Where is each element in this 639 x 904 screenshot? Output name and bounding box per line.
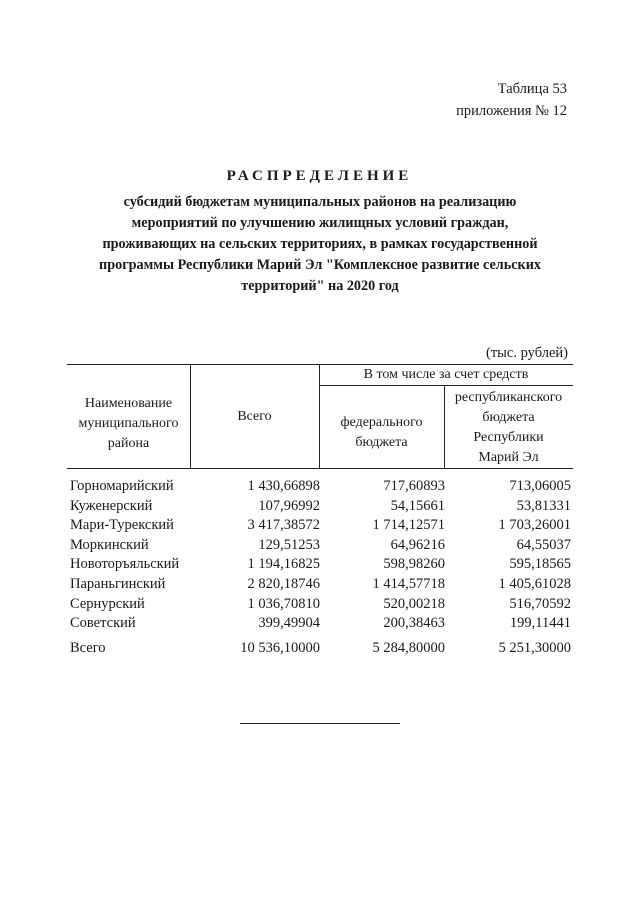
federal-value: 200,38463 xyxy=(383,615,445,632)
republic-value: 64,55037 xyxy=(516,536,571,553)
republic-value: 595,18565 xyxy=(509,556,571,573)
total-value: 10 536,10000 xyxy=(240,639,320,656)
subtitle-line: мероприятий по улучшению жилищных условий граждан, xyxy=(131,215,509,231)
federal-value: 598,98260 xyxy=(383,556,445,573)
total-value: 129,51253 xyxy=(258,536,320,553)
district-name: Горномарийский xyxy=(70,478,174,494)
document-title: РАСПРЕДЕЛЕНИЕ xyxy=(226,168,413,184)
republic-value: 53,81331 xyxy=(516,497,571,514)
header-group-column: В том числе за счет средств xyxy=(363,367,529,382)
table-row xyxy=(68,517,573,537)
table-row xyxy=(68,556,573,576)
table-number: Таблица 53 xyxy=(497,81,567,97)
units-label: (тыс. рублей) xyxy=(486,345,568,361)
end-divider xyxy=(240,723,400,724)
total-value: 107,96992 xyxy=(258,497,320,514)
federal-value: 717,60893 xyxy=(383,478,445,494)
republic-value: 516,70592 xyxy=(509,595,571,612)
total-value: 3 417,38572 xyxy=(247,517,320,534)
header-name-column: Наименование муниципального района xyxy=(78,396,179,451)
subtitle-line: территорий" на 2020 год xyxy=(241,278,399,294)
federal-value: 54,15661 xyxy=(390,497,445,514)
republic-value: 5 251,30000 xyxy=(498,639,571,656)
federal-value: 5 284,80000 xyxy=(372,639,445,656)
district-name: Куженерский xyxy=(70,497,153,514)
subtitle-line: субсидий бюджетам муниципальных районов на реализацию xyxy=(123,194,517,210)
republic-value: 713,06005 xyxy=(509,478,571,494)
subtitle-line: программы Республики Марий Эл "Комплексное развитие сельских xyxy=(99,257,541,273)
header-total-column: Всего xyxy=(237,409,272,424)
header-republic-column: республиканского бюджета Республики Марий Эл xyxy=(454,390,563,465)
header-federal-column: федерального бюджета xyxy=(340,415,423,450)
federal-value: 1 414,57718 xyxy=(372,575,445,592)
table-reference xyxy=(456,78,567,122)
table-row xyxy=(68,576,573,596)
table-body xyxy=(68,478,573,659)
federal-value: 64,96216 xyxy=(390,536,445,553)
republic-value: 1 405,61028 xyxy=(498,575,571,592)
appendix-number: приложения № 12 xyxy=(456,103,567,119)
total-value: 1 036,70810 xyxy=(247,595,320,612)
district-name: Параньгинский xyxy=(70,575,166,592)
document-subtitle xyxy=(70,192,570,297)
table-row xyxy=(68,596,573,616)
republic-value: 199,11441 xyxy=(509,615,571,632)
district-name: Советский xyxy=(70,615,136,632)
total-value: 1 430,66898 xyxy=(247,478,320,494)
total-label: Всего xyxy=(70,639,106,656)
table-row xyxy=(68,498,573,518)
total-value: 399,49904 xyxy=(258,615,320,632)
republic-value: 1 703,26001 xyxy=(498,517,571,534)
federal-value: 520,00218 xyxy=(383,595,445,612)
group-header-divider xyxy=(319,385,573,386)
total-value: 2 820,18746 xyxy=(247,575,320,592)
district-name: Сернурский xyxy=(70,595,145,612)
table-total-row xyxy=(68,640,573,660)
total-value: 1 194,16825 xyxy=(247,556,320,573)
district-name: Мари-Турекский xyxy=(70,517,174,534)
table-row xyxy=(68,478,573,498)
subtitle-line: проживающих на сельских территориях, в рамках государственной xyxy=(102,236,538,252)
table-row xyxy=(68,615,573,635)
district-name: Новоторъяльский xyxy=(70,556,180,573)
header-bottom-border xyxy=(67,468,573,469)
table-row xyxy=(68,537,573,557)
district-name: Моркинский xyxy=(70,536,149,553)
federal-value: 1 714,12571 xyxy=(372,517,445,534)
